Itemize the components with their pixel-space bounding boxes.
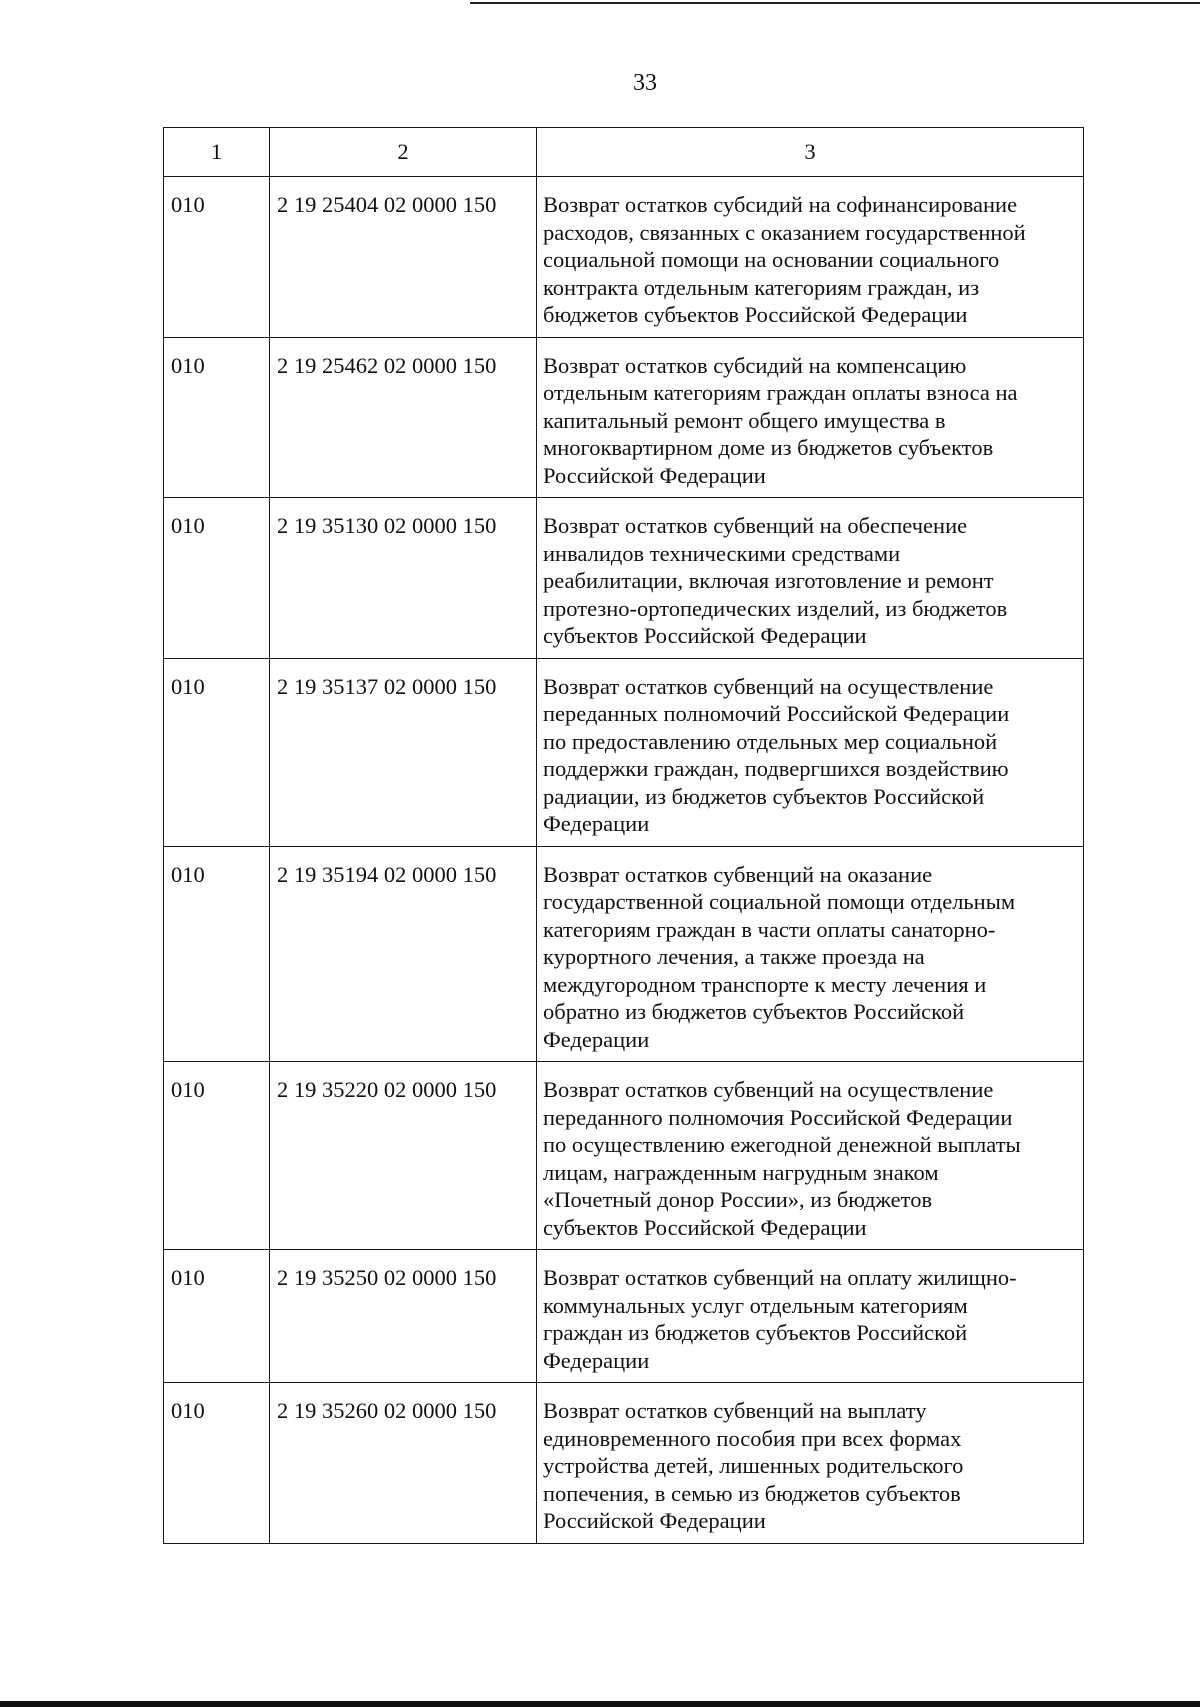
description-cell — [537, 1250, 1084, 1383]
table-row — [164, 658, 1084, 846]
table-row — [164, 177, 1084, 338]
description-line: междугородном транспорте к месту лечения и — [543, 971, 987, 997]
table-row — [164, 1250, 1084, 1383]
budget-classification-code-cell: 2 19 25462 02 0000 150 — [270, 337, 537, 498]
header-col-3: 3 — [537, 128, 1084, 177]
description-line: по осуществлению ежегодной денежной выплаты — [543, 1132, 1021, 1157]
description-line: Возврат остатков субсидий на софинансирование — [543, 192, 1018, 217]
description-line: «Почетный донор России», из бюджетов — [543, 1187, 933, 1212]
description-cell — [537, 658, 1084, 846]
budget-classification-code-cell: 2 19 35130 02 0000 150 — [270, 498, 537, 659]
description-line: капитальный ремонт общего имущества в — [543, 407, 946, 433]
table-body — [164, 177, 1084, 1544]
admin-code-cell: 010 — [164, 1383, 270, 1544]
budget-classification-code-cell: 2 19 35194 02 0000 150 — [270, 846, 537, 1062]
table-row — [164, 337, 1084, 498]
description-line: расходов, связанных с оказанием государственной — [543, 219, 1026, 245]
description-line: коммунальных услуг отдельным категориям — [543, 1292, 968, 1318]
description-line: переданных полномочий Российской Федерации — [543, 701, 1010, 726]
description-line: многоквартирном доме из бюджетов субъектов — [543, 435, 994, 460]
description-line: переданного полномочия Российской Федерации — [543, 1104, 1013, 1130]
admin-code-cell: 010 — [164, 177, 270, 338]
description-line: по предоставлению отдельных мер социальной — [543, 728, 998, 754]
table-row — [164, 1062, 1084, 1250]
description-line: поддержки граждан, подвергшихся воздействию — [543, 756, 1009, 781]
description-line: попечения, в семью из бюджетов субъектов — [543, 1480, 961, 1506]
description-line: Возврат остатков субвенций на оплату жилищно- — [543, 1265, 1017, 1290]
budget-codes-table — [163, 127, 1084, 1544]
description-cell — [537, 846, 1084, 1062]
budget-classification-code-cell: 2 19 35220 02 0000 150 — [270, 1062, 537, 1250]
description-line: Федерации — [543, 811, 650, 836]
admin-code-cell: 010 — [164, 1250, 270, 1383]
description-line: государственной социальной помощи отдельным — [543, 889, 1016, 914]
description-line: лицам, награжденным нагрудным знаком — [543, 1159, 939, 1185]
description-line: социальной помощи на основании социального — [543, 247, 1000, 272]
budget-classification-code-cell: 2 19 35137 02 0000 150 — [270, 658, 537, 846]
description-line: бюджетов субъектов Российской Федерации — [543, 302, 968, 327]
description-cell — [537, 1062, 1084, 1250]
description-line: Федерации — [543, 1347, 650, 1373]
table-header-row — [164, 128, 1084, 177]
budget-classification-code-cell: 2 19 35250 02 0000 150 — [270, 1250, 537, 1383]
description-line: инвалидов техническими средствами — [543, 540, 901, 566]
description-line: субъектов Российской Федерации — [543, 1214, 867, 1240]
description-line: Российской Федерации — [543, 1508, 766, 1533]
admin-code-cell: 010 — [164, 846, 270, 1062]
description-line: единовременного пособия при всех формах — [543, 1425, 962, 1451]
budget-classification-code-cell: 2 19 25404 02 0000 150 — [270, 177, 537, 338]
admin-code-cell: 010 — [164, 337, 270, 498]
description-line: Возврат остатков субвенций на оказание — [543, 861, 933, 887]
page-number: 33 — [633, 70, 657, 96]
header-col-1: 1 — [164, 128, 270, 177]
description-line: реабилитации, включая изготовление и ремонт — [543, 568, 994, 593]
admin-code-cell: 010 — [164, 658, 270, 846]
description-line: граждан из бюджетов субъектов Российской — [543, 1320, 968, 1345]
description-cell — [537, 177, 1084, 338]
description-line: категориям граждан в части оплаты санаторно- — [543, 916, 996, 942]
table-row — [164, 498, 1084, 659]
description-line: устройства детей, лишенных родительского — [543, 1453, 964, 1478]
description-line: контракта отдельным категориям граждан, из — [543, 274, 980, 300]
budget-classification-code-cell: 2 19 35260 02 0000 150 — [270, 1383, 537, 1544]
description-cell — [537, 337, 1084, 498]
description-line: Возврат остатков субсидий на компенсацию — [543, 352, 967, 378]
table-row — [164, 846, 1084, 1062]
scan-edge-bottom — [0, 1701, 1200, 1707]
description-cell — [537, 498, 1084, 659]
header-col-2: 2 — [270, 128, 537, 177]
table-row — [164, 1383, 1084, 1544]
description-line: отдельным категориям граждан оплаты взноса на — [543, 380, 1018, 405]
description-line: Возврат остатков субвенций на осуществление — [543, 1077, 994, 1102]
admin-code-cell: 010 — [164, 1062, 270, 1250]
description-line: Возврат остатков субвенций на выплату — [543, 1398, 927, 1423]
description-line: Возврат остатков субвенций на осуществление — [543, 673, 994, 699]
description-line: курортного лечения, а также проезда на — [543, 944, 925, 969]
description-line: радиации, из бюджетов субъектов Российской — [543, 783, 985, 809]
description-line: Федерации — [543, 1026, 650, 1052]
scan-edge-top — [470, 2, 1200, 4]
description-cell — [537, 1383, 1084, 1544]
description-line: Возврат остатков субвенций на обеспечение — [543, 513, 968, 538]
description-line: обратно из бюджетов субъектов Российской — [543, 999, 965, 1024]
description-line: Российской Федерации — [543, 462, 766, 488]
description-line: протезно-ортопедических изделий, из бюджетов — [543, 595, 1008, 621]
admin-code-cell: 010 — [164, 498, 270, 659]
description-line: субъектов Российской Федерации — [543, 623, 867, 648]
